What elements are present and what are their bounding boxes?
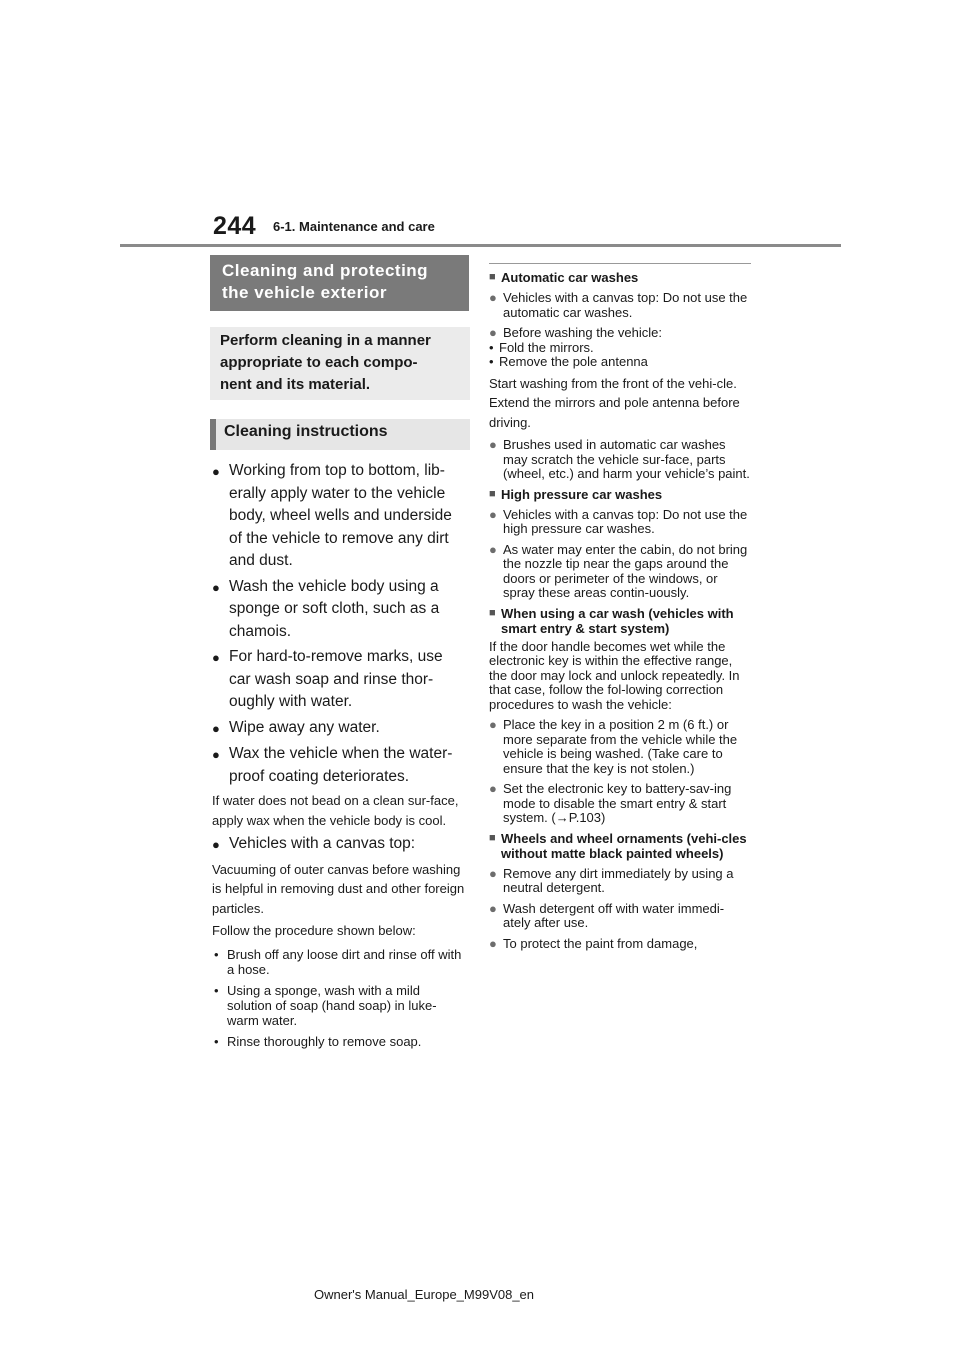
heading-text: High pressure car washes (501, 486, 663, 502)
sub-list-item-text: Remove the pole antenna (499, 354, 648, 369)
circle-bullet-icon: ● (489, 290, 497, 305)
list-item-text: To protect the paint from damage, (503, 935, 698, 951)
list-item-text: Before washing the vehicle: (503, 325, 662, 340)
heading-high-pressure-car-washes (489, 487, 751, 502)
page-title-line-2: the vehicle exterior (222, 283, 387, 302)
small-bullet-icon: • (489, 354, 494, 369)
list-item (489, 902, 751, 931)
list-item-text: Remove any dirt immediately by using a neutral detergent. (503, 865, 734, 895)
circle-bullet-icon: ● (489, 717, 497, 732)
list-item (212, 743, 468, 788)
procedure-step-text: Rinse thoroughly to remove soap. (227, 1033, 422, 1049)
heading-text: Wheels and wheel ornaments (vehi-cles without matte black painted wheels) (501, 830, 747, 861)
list-item (212, 833, 468, 857)
page-number: 244 (213, 212, 257, 240)
list-item (489, 718, 751, 776)
subheading-cleaning-instructions: Cleaning instructions (210, 419, 470, 450)
circle-bullet-icon: ● (489, 935, 497, 951)
heading-automatic-car-washes (489, 270, 751, 285)
list-item (212, 576, 468, 644)
small-bullet-icon: • (489, 339, 494, 355)
list-item (489, 867, 751, 896)
bullet-icon: ● (212, 720, 220, 736)
heading-wheels-and-ornaments (489, 831, 751, 861)
intro-line: nent and its material. (220, 376, 371, 393)
list-item-text: Vehicles with a canvas top: (229, 835, 416, 852)
list-item (212, 717, 468, 741)
intro-line: appropriate to each compo- (220, 354, 418, 371)
square-bullet-icon: ■ (489, 487, 496, 500)
list-item (489, 438, 751, 482)
list-item (212, 460, 468, 573)
procedure-step-text: Using a sponge, wash with a mild solution of soap (hand soap) in luke-warm water. (227, 982, 437, 1028)
list-item (489, 937, 751, 952)
procedure-step (212, 983, 468, 1028)
circle-bullet-icon: ● (489, 781, 497, 796)
sub-list-item (489, 355, 751, 370)
smart-entry-paragraph: If the door handle becomes wet while the electronic key is within the effective range, the door may lock and unlock repeatedly. In that case, follow the fol-lowing correction procedures to wash the vehicle: (489, 638, 740, 712)
list-item-text: As water may enter the cabin, do not bring the nozzle tip near the gaps around the doors or perimeter of the windows, or spray these areas contin-uously. (503, 541, 748, 600)
wax-note: If water does not bead on a clean sur-face, apply wax when the vehicle body is cool. (212, 793, 459, 828)
circle-bullet-icon: ● (489, 506, 497, 522)
start-washing-note: Start washing from the front of the vehi-cle. Extend the mirrors and pole antenna before driving. (489, 375, 740, 430)
circle-bullet-icon: ● (489, 541, 497, 557)
circle-bullet-icon: ● (489, 437, 497, 452)
right-column (489, 263, 751, 956)
bullet-icon: ● (212, 464, 220, 479)
procedure-step (212, 1034, 468, 1049)
footer-document-id: Owner's Manual_Europe_M99V08_en (314, 1287, 535, 1302)
list-item (489, 782, 751, 826)
page-title-line-1: Cleaning and protecting (222, 261, 429, 280)
square-bullet-icon: ■ (489, 271, 496, 283)
small-bullet-icon: • (214, 946, 219, 962)
list-item-text: Brushes used in automatic car washes may scratch the vehicle sur-face, parts (wheel, etc.) and harm your vehicle’s paint. (503, 437, 750, 481)
list-item (489, 326, 751, 341)
list-item-text: Set the electronic key to battery-sav-ing mode to disable the smart entry & start system. (→P.103) (503, 781, 732, 825)
list-item-text: Vehicles with a canvas top: Do not use the high pressure car washes. (503, 506, 748, 536)
small-bullet-icon: • (214, 982, 219, 998)
list-item (489, 508, 751, 537)
list-item (489, 291, 751, 320)
circle-bullet-icon: ● (489, 325, 497, 340)
list-item (489, 543, 751, 601)
heading-smart-entry-car-wash (489, 606, 751, 636)
list-item-text: Wash the vehicle body using a sponge or soft cloth, such as a chamois. (229, 577, 440, 640)
intro-line: Perform cleaning in a manner (220, 332, 431, 349)
square-bullet-icon: ■ (489, 831, 496, 844)
list-item-text: For hard-to-remove marks, use car wash soap and rinse thor-oughly with water. (229, 648, 443, 710)
square-bullet-icon: ■ (489, 606, 496, 619)
circle-bullet-icon: ● (489, 865, 497, 881)
section-title: 6-1. Maintenance and care (273, 219, 435, 234)
header-divider (120, 244, 841, 247)
canvas-note: Vacuuming of outer canvas before washing is helpful in removing dust and other foreign particles. (212, 861, 465, 916)
list-item-text: Wash detergent off with water immedi-ately after use. (503, 900, 725, 930)
list-item-text: Vehicles with a canvas top: Do not use the automatic car washes. (503, 290, 748, 320)
intro-box (210, 327, 470, 400)
procedure-step (212, 947, 468, 977)
right-column-divider (489, 263, 751, 264)
bullet-icon: ● (212, 837, 220, 852)
circle-bullet-icon: ● (489, 900, 497, 916)
left-column (212, 460, 468, 1049)
list-item (212, 646, 468, 714)
heading-text: When using a car wash (vehicles with smart entry & start system) (501, 605, 734, 636)
list-item-text: Wax the vehicle when the water-proof coating deteriorates. (229, 745, 453, 785)
bullet-icon: ● (212, 650, 220, 665)
list-item-text: Wipe away any water. (229, 718, 380, 736)
procedure-step-text: Brush off any loose dirt and rinse off with a hose. (227, 946, 462, 977)
sub-list-item (489, 341, 751, 356)
heading-text: Automatic car washes (501, 270, 639, 285)
bullet-icon: ● (212, 747, 220, 762)
list-item-text: Working from top to bottom, lib-erally apply water to the vehicle body, wheel wells and underside of the vehicle to remove any dirt and dust. (229, 462, 452, 569)
sub-list-item-text: Fold the mirrors. (499, 339, 594, 355)
small-bullet-icon: • (214, 1033, 219, 1049)
list-item-text: Place the key in a position 2 m (6 ft.) or more separate from the vehicle while the vehicle is being washed. (Take care to ensure that the key is not stolen.) (503, 717, 738, 776)
page-title (210, 255, 469, 311)
procedure-intro: Follow the procedure shown below: (212, 923, 416, 938)
bullet-icon: ● (212, 579, 220, 595)
